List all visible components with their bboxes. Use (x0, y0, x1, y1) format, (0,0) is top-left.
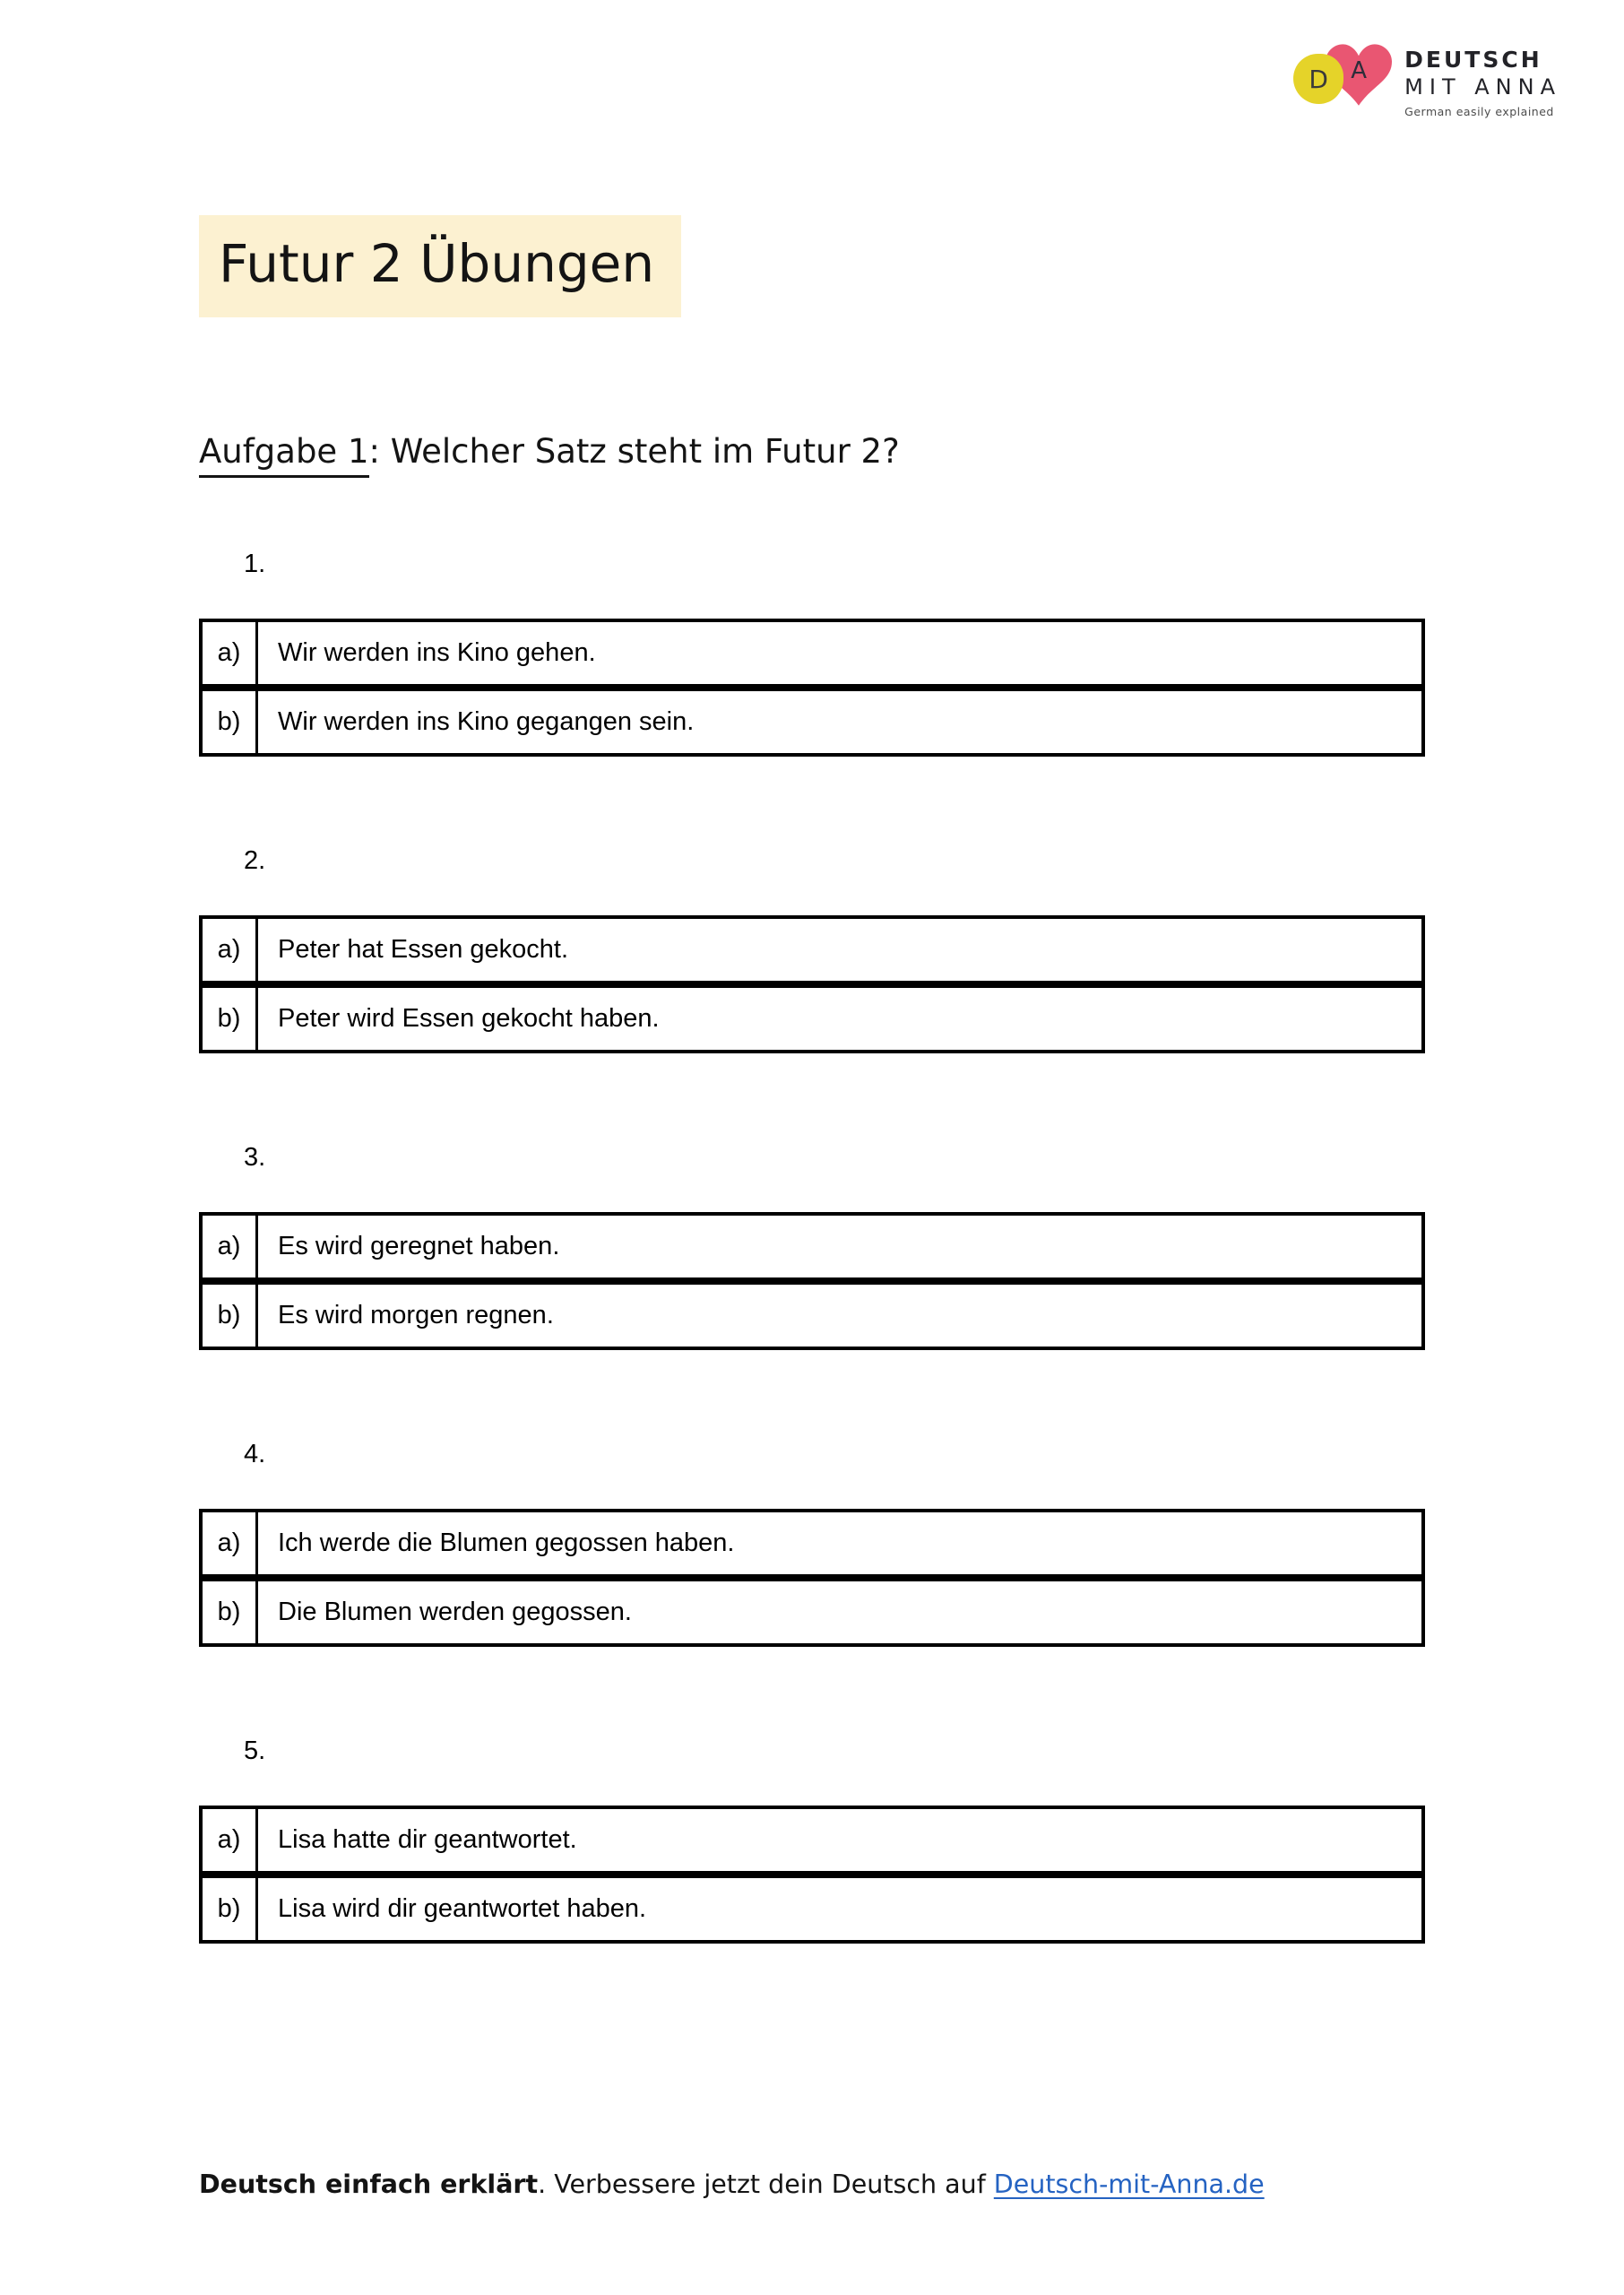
option-text: Peter wird Essen gekocht haben. (278, 1003, 660, 1033)
option-row (199, 1806, 1425, 1875)
footer (199, 2169, 1265, 2199)
item-number: 4. (244, 1439, 266, 1468)
exercise-heading-question: : Welcher Satz steht im Futur 2? (368, 431, 900, 471)
option-key: b) (203, 1285, 258, 1347)
option-text: Es wird morgen regnen. (278, 1300, 554, 1329)
footer-text: . Verbessere jetzt dein Deutsch auf (538, 2169, 994, 2199)
option-key: b) (203, 1878, 258, 1940)
exercise-heading-label: Aufgabe 1 (199, 432, 369, 478)
page-title: Futur 2 Übungen (199, 215, 681, 317)
item-number: 5. (244, 1736, 266, 1765)
brand-tagline: German easily explained (1404, 105, 1554, 119)
brand-name-line2: MIT ANNA (1404, 74, 1561, 100)
option-text: Die Blumen werden gegossen. (278, 1597, 632, 1626)
footer-bold-text: Deutsch einfach erklärt (199, 2169, 539, 2199)
logo-mark-icon (1286, 38, 1392, 120)
options-table (199, 1212, 1425, 1350)
option-row (199, 619, 1425, 688)
option-text: Peter hat Essen gekocht. (278, 934, 569, 964)
option-row (199, 984, 1425, 1053)
option-row (199, 915, 1425, 984)
option-text: Wir werden ins Kino gegangen sein. (278, 706, 695, 736)
exercise-item (199, 846, 1425, 1053)
footer-link[interactable]: Deutsch-mit-Anna.de (993, 2169, 1265, 2199)
option-text: Wir werden ins Kino gehen. (278, 637, 596, 667)
exercise-item (199, 1143, 1425, 1350)
options-table (199, 915, 1425, 1053)
option-row (199, 1212, 1425, 1281)
options-table (199, 1806, 1425, 1944)
option-key: a) (203, 622, 258, 684)
exercise-item (199, 550, 1425, 757)
option-key: a) (203, 1512, 258, 1574)
item-number: 2. (244, 845, 266, 875)
option-text: Lisa hatte dir geantwortet. (278, 1824, 577, 1854)
option-row (199, 1875, 1425, 1944)
logo-a-text: A (1351, 57, 1368, 84)
brand-logo (1286, 38, 1561, 120)
exercise-items (199, 550, 1425, 1944)
option-text: Ich werde die Blumen gegossen haben. (278, 1528, 735, 1557)
option-key: b) (203, 691, 258, 753)
option-text: Es wird geregnet haben. (278, 1231, 560, 1260)
option-row (199, 1509, 1425, 1578)
option-key: b) (203, 1581, 258, 1643)
option-key: a) (203, 1809, 258, 1871)
option-row (199, 1578, 1425, 1647)
logo-d-text: D (1309, 64, 1328, 94)
exercise-item (199, 1440, 1425, 1647)
option-key: a) (203, 1216, 258, 1277)
options-table (199, 1509, 1425, 1647)
exercise-heading (199, 432, 1425, 471)
logo-letter-d (1293, 54, 1343, 104)
option-row (199, 688, 1425, 757)
brand-name-line1: DEUTSCH (1404, 47, 1542, 73)
option-key: b) (203, 988, 258, 1050)
item-number: 3. (244, 1142, 266, 1172)
option-text: Lisa wird dir geantwortet haben. (278, 1893, 647, 1923)
item-number: 1. (244, 549, 266, 578)
options-table (199, 619, 1425, 757)
option-key: a) (203, 919, 258, 981)
option-row (199, 1281, 1425, 1350)
logo-text (1404, 38, 1561, 118)
exercise-item (199, 1736, 1425, 1944)
